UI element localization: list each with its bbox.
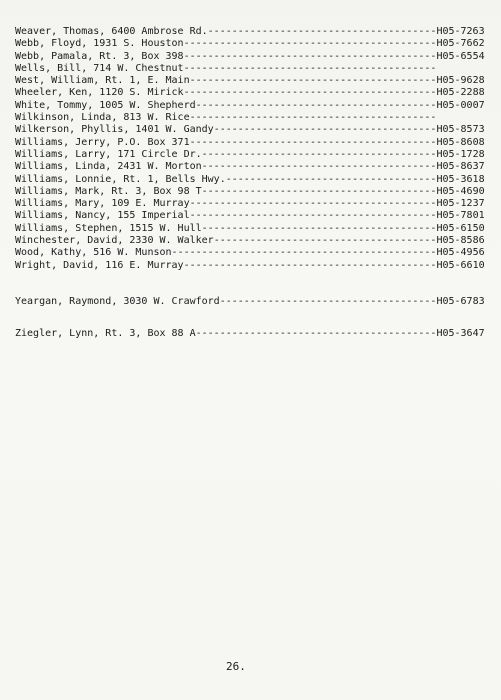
dash-leader: --------------------------------------- bbox=[201, 161, 437, 173]
entry-name-address: Williams, Mary, 109 E. Murray bbox=[15, 198, 190, 210]
entry-name-address: Williams, Stephen, 1515 W. Hull bbox=[15, 222, 202, 234]
entry-phone: H05-4690 bbox=[436, 185, 485, 197]
directory-entry bbox=[15, 112, 485, 124]
directory-entry bbox=[15, 235, 485, 247]
entry-name-address: Webb, Pamala, Rt. 3, Box 398 bbox=[15, 50, 184, 62]
entry-phone: H05-0007 bbox=[436, 99, 485, 111]
directory-entry bbox=[15, 63, 485, 75]
dash-leader: ----------------------------------------- bbox=[189, 112, 437, 124]
entry-phone: H05-8586 bbox=[436, 235, 485, 247]
dash-leader: -------------------------------------------- bbox=[171, 247, 437, 259]
directory-entry bbox=[15, 38, 485, 50]
entry-phone: H05-6150 bbox=[436, 222, 485, 234]
dash-leader: --------------------------------------- bbox=[201, 185, 437, 197]
dash-leader: -------------------------------------- bbox=[207, 26, 437, 37]
directory-entry bbox=[15, 51, 485, 63]
entry-name-address: Williams, Nancy, 155 Imperial bbox=[15, 210, 190, 222]
entry-phone: H05-8573 bbox=[436, 124, 485, 136]
dash-leader: ----------------------------------------- bbox=[189, 136, 437, 148]
entry-phone: H05-3647 bbox=[436, 328, 485, 340]
directory-list bbox=[15, 26, 485, 341]
directory-entry bbox=[15, 124, 485, 136]
group-spacer bbox=[15, 308, 485, 328]
directory-entry bbox=[15, 186, 485, 198]
directory-group-w bbox=[15, 26, 485, 272]
entry-phone: H05-1728 bbox=[436, 148, 485, 160]
directory-entry bbox=[15, 260, 485, 272]
entry-phone: H05-6610 bbox=[436, 259, 485, 271]
entry-phone: H05-3618 bbox=[436, 173, 485, 185]
dash-leader: ------------------------------------ bbox=[219, 295, 437, 307]
entry-phone: H05-1237 bbox=[436, 198, 485, 210]
entry-phone: H05-2288 bbox=[436, 87, 485, 99]
directory-entry bbox=[15, 328, 485, 340]
entry-name-address: Yeargan, Raymond, 3030 W. Crawford bbox=[15, 295, 220, 307]
dash-leader: ------------------------------------------ bbox=[183, 62, 437, 74]
entry-name-address: Weaver, Thomas, 6400 Ambrose Rd. bbox=[15, 26, 208, 37]
directory-entry bbox=[15, 223, 485, 235]
group-spacer bbox=[15, 272, 485, 296]
dash-leader: ------------------------------------------ bbox=[183, 50, 437, 62]
entry-phone: H05-6554 bbox=[436, 50, 485, 62]
dash-leader: ----------------------------------------- bbox=[189, 75, 437, 87]
directory-entry bbox=[15, 137, 485, 149]
dash-leader: ----------------------------------- bbox=[225, 173, 437, 185]
entry-phone: H05-8608 bbox=[436, 136, 485, 148]
entry-name-address: Wheeler, Ken, 1120 S. Mirick bbox=[15, 87, 184, 99]
entry-name-address: Wood, Kathy, 516 W. Munson bbox=[15, 247, 172, 259]
entry-phone: H05-7263 bbox=[436, 26, 485, 37]
entry-name-address: Webb, Floyd, 1931 S. Houston bbox=[15, 38, 184, 50]
entry-name-address: Wilkerson, Phyllis, 1401 W. Gandy bbox=[15, 124, 214, 136]
entry-phone: H05-7801 bbox=[436, 210, 485, 222]
page-number: 26. bbox=[226, 660, 246, 673]
entry-phone: H05-7662 bbox=[436, 38, 485, 50]
entry-name-address: White, Tommy, 1005 W. Shepherd bbox=[15, 99, 196, 111]
dash-leader: ------------------------------------------ bbox=[183, 87, 437, 99]
entry-name-address: Ziegler, Lynn, Rt. 3, Box 88 A bbox=[15, 328, 196, 340]
dash-leader: ------------------------------------------ bbox=[183, 259, 437, 271]
directory-entry bbox=[15, 247, 485, 259]
entry-name-address: West, William, Rt. 1, E. Main bbox=[15, 75, 190, 87]
dash-leader: --------------------------------------- bbox=[201, 222, 437, 234]
dash-leader: ----------------------------------------- bbox=[189, 210, 437, 222]
directory-entry bbox=[15, 87, 485, 99]
entry-name-address: Williams, Jerry, P.O. Box 371 bbox=[15, 136, 190, 148]
directory-group-z bbox=[15, 328, 485, 340]
directory-group-y bbox=[15, 296, 485, 308]
entry-phone: H05-6783 bbox=[436, 295, 485, 307]
entry-name-address: Williams, Lonnie, Rt. 1, Bells Hwy. bbox=[15, 173, 226, 185]
entry-name-address: Wilkinson, Linda, 813 W. Rice bbox=[15, 112, 190, 124]
directory-entry bbox=[15, 161, 485, 173]
entry-phone: H05-9628 bbox=[436, 75, 485, 87]
entry-phone: H05-4956 bbox=[436, 247, 485, 259]
dash-leader: --------------------------------------- bbox=[201, 148, 437, 160]
directory-entry bbox=[15, 26, 485, 38]
directory-entry bbox=[15, 210, 485, 222]
directory-entry bbox=[15, 296, 485, 308]
entry-name-address: Williams, Mark, Rt. 3, Box 98 T bbox=[15, 185, 202, 197]
directory-entry bbox=[15, 174, 485, 186]
dash-leader: ---------------------------------------- bbox=[195, 99, 437, 111]
entry-name-address: Winchester, David, 2330 W. Walker bbox=[15, 235, 214, 247]
entry-name-address: Williams, Larry, 171 Circle Dr. bbox=[15, 148, 202, 160]
directory-entry bbox=[15, 75, 485, 87]
entry-name-address: Wells, Bill, 714 W. Chestnut bbox=[15, 62, 184, 74]
dash-leader: ------------------------------------- bbox=[213, 124, 437, 136]
entry-phone: H05-8637 bbox=[436, 161, 485, 173]
directory-entry bbox=[15, 198, 485, 210]
directory-entry bbox=[15, 100, 485, 112]
entry-name-address: Williams, Linda, 2431 W. Morton bbox=[15, 161, 202, 173]
dash-leader: ---------------------------------------- bbox=[195, 328, 437, 340]
dash-leader: ----------------------------------------- bbox=[189, 198, 437, 210]
dash-leader: ------------------------------------- bbox=[213, 235, 437, 247]
dash-leader: ------------------------------------------ bbox=[183, 38, 437, 50]
entry-name-address: Wright, David, 116 E. Murray bbox=[15, 259, 184, 271]
directory-entry bbox=[15, 149, 485, 161]
